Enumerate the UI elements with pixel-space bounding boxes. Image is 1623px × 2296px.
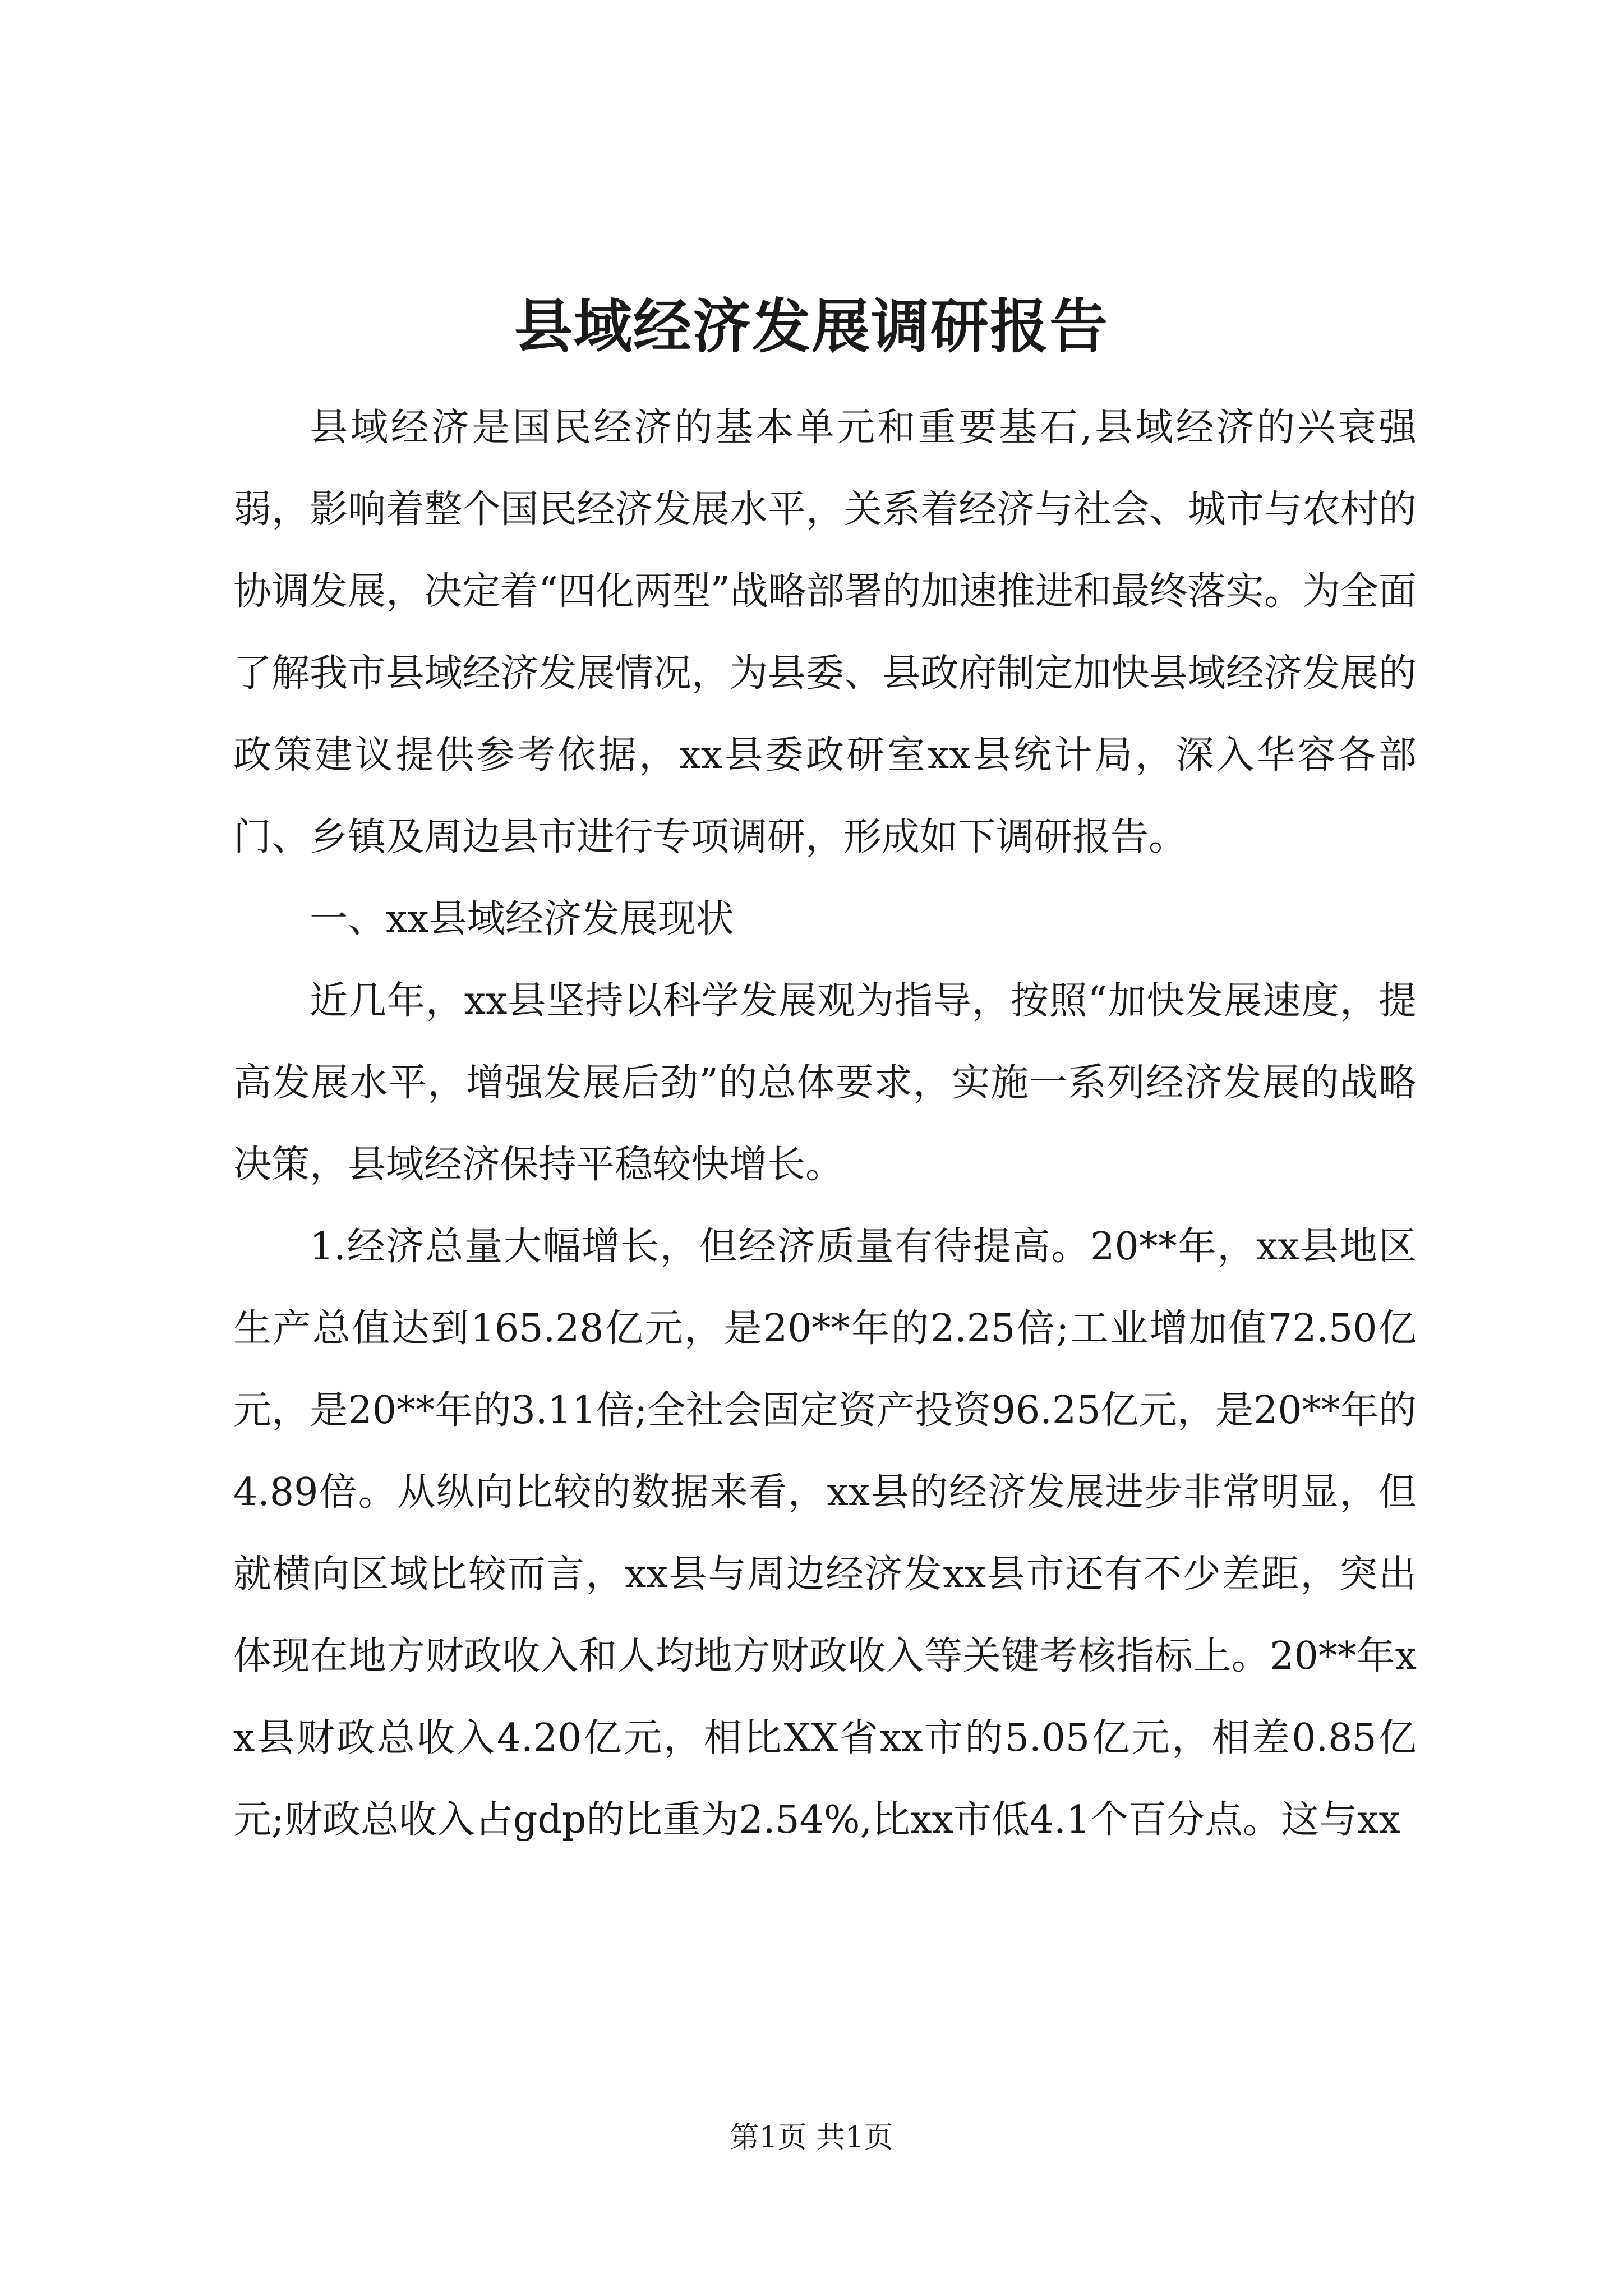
paragraph-overview: 近几年，xx县坚持以科学发展观为指导，按照“加快发展速度，提高发展水平，增强发展后劲”的总体要求，实施一系列经济发展的战略决策，县域经济保持平稳较快增长。 [233,979,1417,1187]
document-body [233,387,1417,1861]
paragraph-economic-total: 1.经济总量大幅增长，但经济质量有待提高。20**年，xx县地区生产总值达到165.28亿元，是20**年的2.25倍;工业增加值72.50亿元，是20**年的3.11倍;全社会固定资产投资96.25亿元，是20**年的4.89倍。从纵向比较的数据来看，xx县的经济发展进步非常明显，但就横向区域比较而言，xx县与周边经济发xx县市还有不少差距，突出体现在地方财政收入和人均地方财政收入等关键考核指标上。20**年xx县财政总收入4.20亿元，相比XX省xx市的5.05亿元，相差0.85亿元;财政总收入占gdp的比重为2.54%,比xx市低4.1个百分点。这与xx [233,1225,1417,1842]
section-heading: 一、xx县域经济发展现状 [310,897,734,941]
paragraph-intro: 县域经济是国民经济的基本单元和重要基石,县域经济的兴衰强弱，影响着整个国民经济发展水平，关系着经济与社会、城市与农村的协调发展，决定着“四化两型”战略部署的加速推进和最终落实。为全面了解我市县域经济发展情况，为县委、县政府制定加快县域经济发展的政策建议提供参考依据，xx县委政研室xx县统计局，深入华容各部门、乡镇及周边县市进行专项调研，形成如下调研报告。 [233,406,1417,859]
document-title: 县域经济发展调研报告 [514,292,1109,361]
page-footer: 第1页 共1页 [730,2121,893,2155]
